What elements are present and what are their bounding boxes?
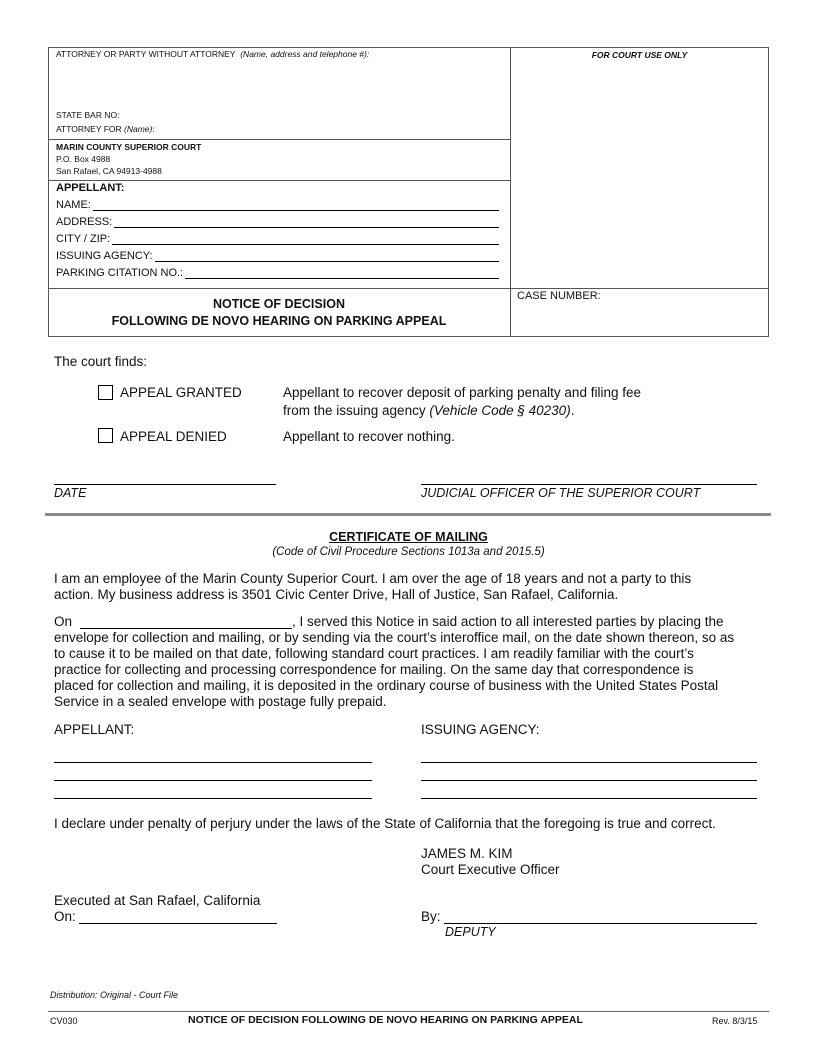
appellant-name-label: NAME: <box>56 199 91 211</box>
court-finds-label: The court finds: <box>54 354 148 369</box>
appellant-heading: APPELLANT: <box>56 182 125 194</box>
perjury-declaration: I declare under penalty of perjury under the laws of the State of California that the foregoing is true and correct. <box>54 816 716 831</box>
appellant-city-label: CITY / ZIP: <box>56 233 111 245</box>
appellant-address-label: ADDRESS: <box>56 216 113 228</box>
court-use-label: FOR COURT USE ONLY <box>591 50 688 60</box>
appellant-city-line[interactable] <box>112 234 499 245</box>
date-signature-line[interactable] <box>54 484 276 485</box>
certificate-para2-line6: Service in a sealed envelope with postage fully prepaid. <box>54 694 387 709</box>
judicial-officer-label: JUDICIAL OFFICER OF THE SUPERIOR COURT <box>421 486 701 500</box>
executed-at-label: Executed at San Rafael, California <box>54 893 261 908</box>
appellant-address-line-1[interactable] <box>54 762 372 763</box>
appellant-recipient-label: APPELLANT: <box>54 722 135 737</box>
served-on-label: On <box>54 614 73 629</box>
case-number-label: CASE NUMBER: <box>517 290 601 302</box>
executed-on-label: On: <box>54 909 76 924</box>
court-address-line2: San Rafael, CA 94913-4988 <box>56 166 162 176</box>
appeal-granted-text-line1: Appellant to recover deposit of parking penalty and filing fee <box>283 385 641 400</box>
caption-divider-title <box>48 288 769 289</box>
certificate-para2-line3: to cause it to be mailed on that date, following standard court practices. I am readily familiar with the court’s <box>54 646 694 661</box>
certificate-para1-line1: I am an employee of the Marin County Superior Court. I am over the age of 18 years and not a party to this <box>54 571 692 586</box>
form-title-line1: NOTICE OF DECISION <box>213 297 345 311</box>
appeal-denied-checkbox[interactable] <box>98 428 113 443</box>
officer-name: JAMES M. KIM <box>421 846 513 861</box>
certificate-para2-line4: practice for collecting and processing correspondence for mailing. On the same day that correspondence is <box>54 662 694 677</box>
caption-divider-appellant <box>48 180 510 181</box>
certificate-para2-line5: placed for collection and mailing, it is deposited in the ordinary course of business with the United States Postal <box>54 678 719 693</box>
date-label: DATE <box>54 486 87 500</box>
appellant-address-field[interactable] <box>56 216 499 228</box>
caption-divider-court <box>48 139 510 140</box>
appeal-denied-label: APPEAL DENIED <box>120 429 227 444</box>
agency-address-line-3[interactable] <box>421 798 757 799</box>
footer-rule <box>48 1011 769 1012</box>
by-label: By: <box>421 909 441 924</box>
caption-vertical-divider <box>510 47 511 337</box>
executed-date-line[interactable] <box>79 923 277 924</box>
appellant-name-line[interactable] <box>93 200 499 211</box>
certificate-para1-line2: action. My business address is 3501 Civic Center Drive, Hall of Justice, San Rafael, California. <box>54 587 619 602</box>
appellant-city-field[interactable] <box>56 233 499 245</box>
issuing-agency-field[interactable] <box>56 250 499 262</box>
certificate-para2-line1: , I served this Notice in said action to all interested parties by placing the <box>292 614 724 629</box>
state-bar-label: STATE BAR NO: <box>56 110 120 120</box>
agency-address-line-2[interactable] <box>421 780 757 781</box>
form-id: CV030 <box>50 1016 78 1026</box>
parking-citation-field[interactable] <box>56 267 499 279</box>
issuing-agency-line[interactable] <box>155 251 499 262</box>
judicial-officer-signature-line[interactable] <box>421 484 757 485</box>
appellant-address-line-3[interactable] <box>54 798 372 799</box>
footer-form-title: NOTICE OF DECISION FOLLOWING DE NOVO HEARING ON PARKING APPEAL <box>188 1014 583 1026</box>
court-name: MARIN COUNTY SUPERIOR COURT <box>56 142 202 152</box>
appeal-granted-text-line2: from the issuing agency (Vehicle Code § 40230). <box>283 403 575 418</box>
distribution-note: Distribution: Original - Court File <box>50 990 179 1000</box>
agency-address-line-1[interactable] <box>421 762 757 763</box>
certificate-para2-line2: envelope for collection and mailing, or by sending via the court’s interoffice mail, on the date shown thereon, so as <box>54 630 735 645</box>
deputy-label: DEPUTY <box>445 925 496 939</box>
served-date-line[interactable] <box>80 628 292 629</box>
appellant-address-line-2[interactable] <box>54 780 372 781</box>
agency-recipient-label: ISSUING AGENCY: <box>421 722 540 737</box>
attorney-for-label: ATTORNEY FOR (Name): <box>56 124 155 134</box>
form-title-line2: FOLLOWING DE NOVO HEARING ON PARKING APPEAL <box>111 314 447 328</box>
appeal-granted-label: APPEAL GRANTED <box>120 385 242 400</box>
revision-date: Rev. 8/3/15 <box>712 1016 758 1026</box>
appeal-granted-checkbox[interactable] <box>98 385 113 400</box>
parking-citation-label: PARKING CITATION NO.: <box>56 267 184 279</box>
officer-title: Court Executive Officer <box>421 862 560 877</box>
deputy-signature-line[interactable] <box>444 923 757 924</box>
certificate-subtitle: (Code of Civil Procedure Sections 1013a and 2015.5) <box>272 546 545 558</box>
certificate-title: CERTIFICATE OF MAILING <box>329 530 488 544</box>
issuing-agency-label: ISSUING AGENCY: <box>56 250 153 262</box>
court-address-line1: P.O. Box 4988 <box>56 154 111 164</box>
caption-box <box>48 47 769 337</box>
section-separator <box>45 513 771 516</box>
appellant-address-line[interactable] <box>114 217 499 228</box>
parking-citation-line[interactable] <box>185 268 499 279</box>
appellant-name-field[interactable] <box>56 199 499 211</box>
attorney-field-label: ATTORNEY OR PARTY WITHOUT ATTORNEY (Name, address and telephone #): <box>56 49 370 59</box>
appeal-denied-text: Appellant to recover nothing. <box>283 429 455 444</box>
